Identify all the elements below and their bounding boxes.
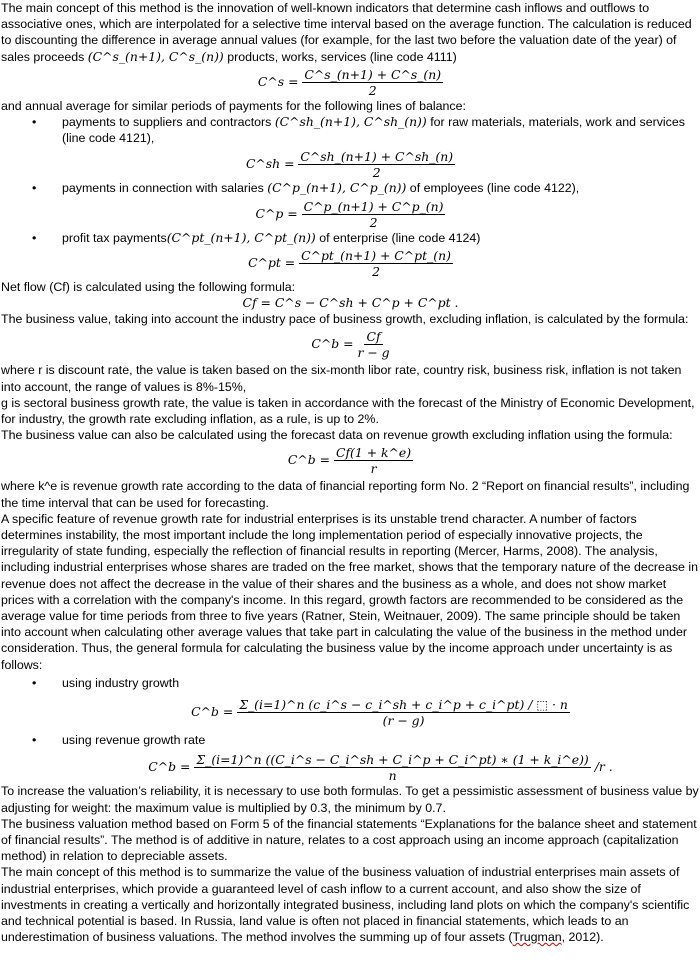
equation-cs: C^s = $\frac{C\^{}s\_(n+1) + C\^{}s\_(n)}{2}$ [257,66,442,98]
sales-proceeds-symbol: (C^s_(n+1), C^s_(n)) [87,48,224,64]
paragraph-reliability: To increase the valuation’s reliability, it is necessary to use both formulas. To get a pessimistic assessment of business value by adjusting for weight: the maximum value is multiplied by 0.3, the minimum by 0.7. [1,784,699,815]
bullet-suppliers: • payments to suppliers and contractors (C^sh_(n+1), C^sh_(n)) for raw materials, materials, work and services (line code 4121), [32,114,685,146]
equation-cpt: C^pt = $\frac{C\^{}pt\_(n+1) + C\^{}pt\_(n)}{2}$ [248,247,451,279]
equation-cp: C^p = $\frac{C\^{}p\_(n+1) + C\^{}p\_(n)}{2}$ [255,198,444,230]
paragraph-form5-method: The business valuation method based on Form 5 of the financial statements “Explanations for the balance sheet and statement of financial results”. The method is of additive in nature, relates to a cost approach using an income approach (capitalization method) in relation to depreciable assets. [1,816,697,864]
paragraph-discount-rate: where r is discount rate, the value is taken based on the six-month libor rate, country risk, business risk, inflation is not taken into account, the range of values is 8%-15%, [1,363,682,394]
equation-cb-general-revenue: C^b = $\frac{\Sigma\_(i=1)\^{}n ((C\_i\^{}s - C\_i\^{}sh + C\_i\^{}p + C\_i\^{}pt) ∗ (1 + k\_i\^{}e))}{n}$ /r . [148,752,613,784]
equation-cb-industry: C^b = $\frac{Cf}{r - g}$ [311,329,390,361]
equation-csh: C^sh = $\frac{C\^{}sh\_(n+1) + C\^{}sh\_(n)}{2}$ [245,149,454,181]
paragraph-business-value: The business value, taking into account the industry pace of business growth, excluding inflation, is calculated by the formula: [1,312,689,327]
paragraph-main-assets: The main concept of this method is to summarize the value of the business valuation of industrial enterprises main assets of industrial enterprises, which provide a guaranteed level of cash inflow to a current account, and also show the size of investments in creating a vertically and horizontally integrated business, including land plots on which the company's scientific and technical potential is based. In Russia, land value is often not placed in financial statements, which leads to an underestimation of business valuations. The method involves the summing up of four assets (Trugman, 2012). [1,865,690,945]
paragraph-net-flow: Net flow (Cf) is calculated using the following formula: [1,279,296,294]
paragraph-instability: A specific feature of revenue growth rate for industrial enterprises is its unstable trend character. A number of factors determines instability, the most important include the long implementation period of especially innovative projects, the irregularity of state funding, especially the reflection of financial results in reporting (Mercer, Harms, 2008). The analysis, including industrial enterprises whose shares are traded on the free market, shows that the temporary nature of the decrease in revenue does not affect the decrease in the value of their shares and the business as a whole, and does not show market prices with a correlation with the company's income. In this regard, growth factors are recommended to be considered as the average value for time periods from three to five years (Ratner, Stein, Weitnauer, 2009). The same principle should be taken into account when calculating other average values that take part in calculating the value of the business in the method under consideration. Thus, the general formula for calculating the business value by the income approach under uncertainty is as follows: [1,511,699,672]
equation-cb-revenue: C^b = $\frac{Cf(1 + k\^{}e)}{r}$ [287,445,412,477]
equation-cb-general-industry: C^b = $\frac{\Sigma\_(i=1)\^{}n (c\_i\^{}s - c\_i\^{}sh + c\_i\^{}p + c\_i\^{}pt) / ⬚ \cdot n}{(r - g)}$ [191,697,568,729]
paragraph-revenue-forecast: The business value can also be calculated using the forecast data on revenue growth excluding inflation using the formula: [1,428,673,443]
bullet-industry-growth: • using industry growth [32,675,180,690]
paragraph-annual-average: and annual average for similar periods of payments for the following lines of balance: [1,98,466,113]
paragraph-growth-rate: g is sectoral business growth rate, the value is taken in accordance with the forecast of the Ministry of Economic Development, for industry, the growth rate excluding inflation, as a rule, is up to 2%. [1,395,695,427]
paragraph-method-concept: The main concept of this method is the innovation of well-known indicators that determine cash inflows and outflows to associative ones, which are interpolated for a selective time interval based on the average function. The calculation is reduced to discounting the difference in average annual values (for example, for the last two before the valuation date of the year) of sales proceeds (C^s_(n+1), C^s_(n)) products, works, services (line code 4111) [1,1,692,64]
equation-cf: Cf = C^s − C^sh + C^p + C^pt . [242,295,459,311]
bullet-profit-tax: • profit tax payments(C^pt_(n+1), C^pt_(n)) of enterprise (line code 4124) [32,229,481,245]
bullet-salaries: • payments in connection with salaries (C^p_(n+1), C^p_(n)) of employees (line code 4122), [32,180,580,196]
bullet-revenue-growth: • using revenue growth rate [32,733,206,748]
paragraph-revenue-growth-rate: where k^e is revenue growth rate according to the data of financial reporting form No. 2 “Report on financial results”, including the time interval that can be used for forecasting. [1,479,690,510]
citation-trugman: Trugman [512,930,562,945]
